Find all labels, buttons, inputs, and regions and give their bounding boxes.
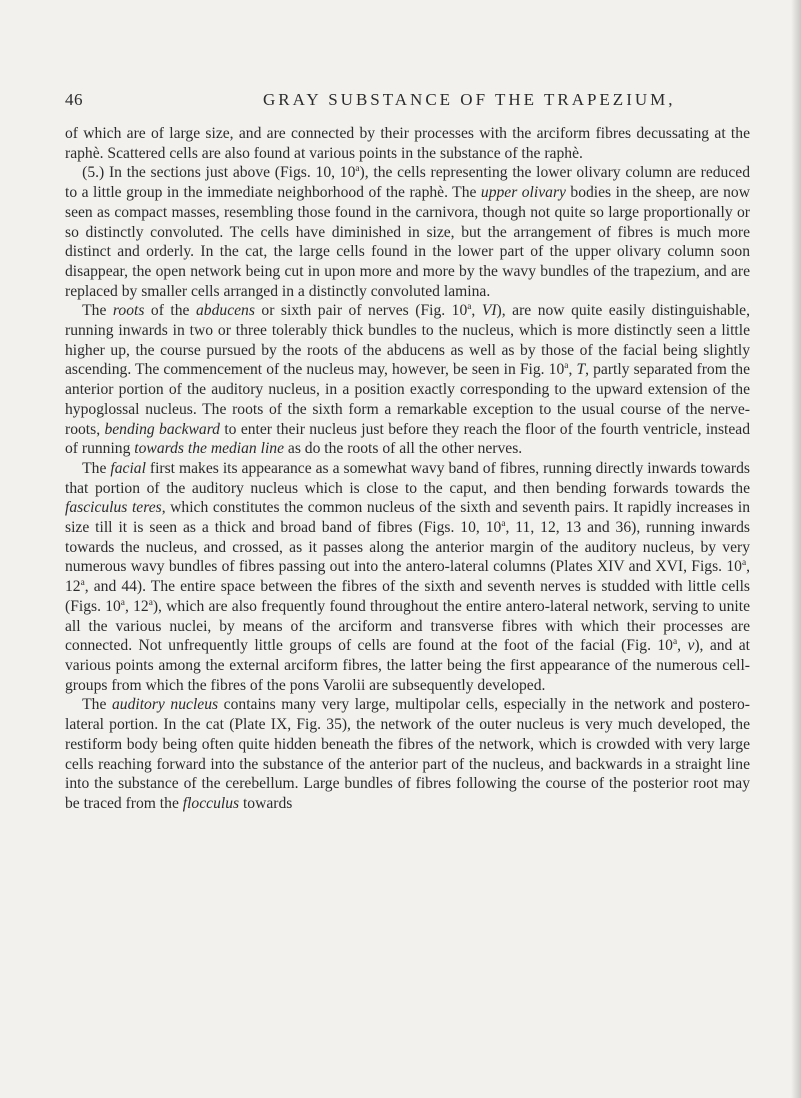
superscript: a [672,637,678,648]
paragraph [65,695,750,813]
superscript: a [741,558,747,569]
text-run: , [471,302,482,320]
italic-text: VI [481,302,497,320]
page-header [65,90,750,114]
text-run: first makes its appearance as a somewhat wavy band of fibres, running directly inwards towards that portion of the auditory nucleus which is close to the caput, and then bending forwards towards the [65,459,750,497]
text-run: , 12 [124,597,149,615]
text-run: ), are now quite easily distinguishable, running inwards in two or three tolerably thick bundles to the nucleus, which is more distinctly seen a little higher up, the course pursued by the roots of the abducens as well as by those of the facial being slightly ascending. The commencement of the nucleus may, however, be seen in Fig. 10 [65,302,750,379]
text-run: of which are of large size, and are connected by their processes with the arciform fibres decussating at the raphè. Scattered cells are also found at various points in the substance of the raphè. [65,125,750,162]
text-run: (5.) In the sections just above (Figs. 10, 10 [82,164,356,182]
italic-text: v [687,637,695,655]
page-number: 46 [65,90,83,109]
italic-text: upper olivary [480,184,566,202]
superscript: a [120,597,125,608]
text-run: to enter their nucleus just before they reach the floor of the fourth ventricle, instead of running [65,420,751,458]
text-run: ), and at various points among the external arciform fibres, the latter being the first appearance of the numerous cell-groups from which the fibres of the pons Varolii are subsequently developed. [65,637,750,694]
superscript: a [80,577,85,588]
text-run: or sixth pair of nerves (Fig. 10 [254,302,468,320]
superscript: a [148,597,153,608]
text-run: , partly separated from the anterior portion of the auditory nucleus, in a position exactly corresponding to the upward extension of the hypoglossal nucleus. The roots of the sixth form a remarkable exception to the usual course of the nerve-roots, [65,361,751,438]
page-edge-shadow [791,0,801,1098]
superscript: a [501,518,506,529]
text-run: , 12 [65,558,750,596]
superscript: a [564,361,569,372]
text-run: , [568,361,577,379]
text-run: , and 44). The entire space between the fibres of the sixth and seventh nerves is studded with little cells (Figs. 10 [65,578,750,615]
paragraph [65,459,750,695]
italic-text: roots [112,302,145,320]
text-run: ), the cells representing the lower olivary column are reduced to a little group in the immediate neighborhood of the raphè. The [65,164,750,202]
text-run: towards [239,794,293,812]
italic-text: flocculus [182,794,240,812]
text-run: of the [144,302,196,320]
text-run: The [82,302,113,320]
paragraph [65,163,750,301]
superscript: a [467,302,472,313]
text-run: bodies in the sheep, are now seen as compact masses, resembling those found in the carnivora, though not quite so large proportionally or so distinctly convoluted. The cells have diminished in size, but the arrangement of fibres is much more distinct and orderly. In the cat, the large cells found in the lower part of the upper olivary column soon disappear, the open network being cut in upon more and more by the wavy bundles of the trapezium, and are replaced by smaller cells arranged in a distinctly convoluted lamina. [65,184,750,300]
italic-text: facial [110,459,146,477]
italic-text: auditory nucleus [112,696,219,714]
text-run: , which constitutes the common nucleus of the sixth and seventh pairs. It rapidly increases in size till it is seen as a thick and broad band of fibres (Figs. 10, 10 [65,499,751,537]
italic-text: T [576,361,586,379]
text-run: contains many very large, multipolar cells, especially in the network and postero-lateral portion. In the cat (Plate IX, Fig. 35), the network of the outer nucleus is very much developed, the restiform body being often quite hidden beneath the fibres of the network, which is crowded with very large cells reaching forward into the substance of the anterior part of the nucleus, and backwards in a straight line into the substance of the cerebellum. Large bundles of fibres following the course of the posterior root may be traced from the [65,696,750,812]
running-title: GRAY SUBSTANCE OF THE TRAPEZIUM, [263,90,676,109]
paragraph [65,124,750,163]
body-text [65,124,750,814]
text-run: The [82,696,112,714]
text-run: as do the roots of all the other nerves. [284,440,523,458]
text-run: , 11, 12, 13 and 36), running inwards towards the nucleus, and crossed, as it passes along the anterior margin of the auditory nucleus, by very numerous wavy bundles of fibres passing out into the antero-lateral columns (Plates XIV and XVI, Figs. 10 [65,519,750,576]
italic-text: abducens [196,302,255,320]
text-run: , [677,637,688,655]
superscript: a [355,164,360,175]
text-run: ), which are also frequently found throughout the entire antero-lateral network, serving to unite all the various nuclei, by means of the arciform and transverse fibres with which their processes are connected. Not unfrequently little groups of cells are found at the foot of the facial (Fig. 10 [65,597,750,655]
italic-text: bending backward [104,420,220,438]
paragraph [65,301,750,459]
italic-text: towards the median line [134,440,285,458]
text-run: The [82,459,111,477]
italic-text: fasciculus teres [65,499,162,517]
